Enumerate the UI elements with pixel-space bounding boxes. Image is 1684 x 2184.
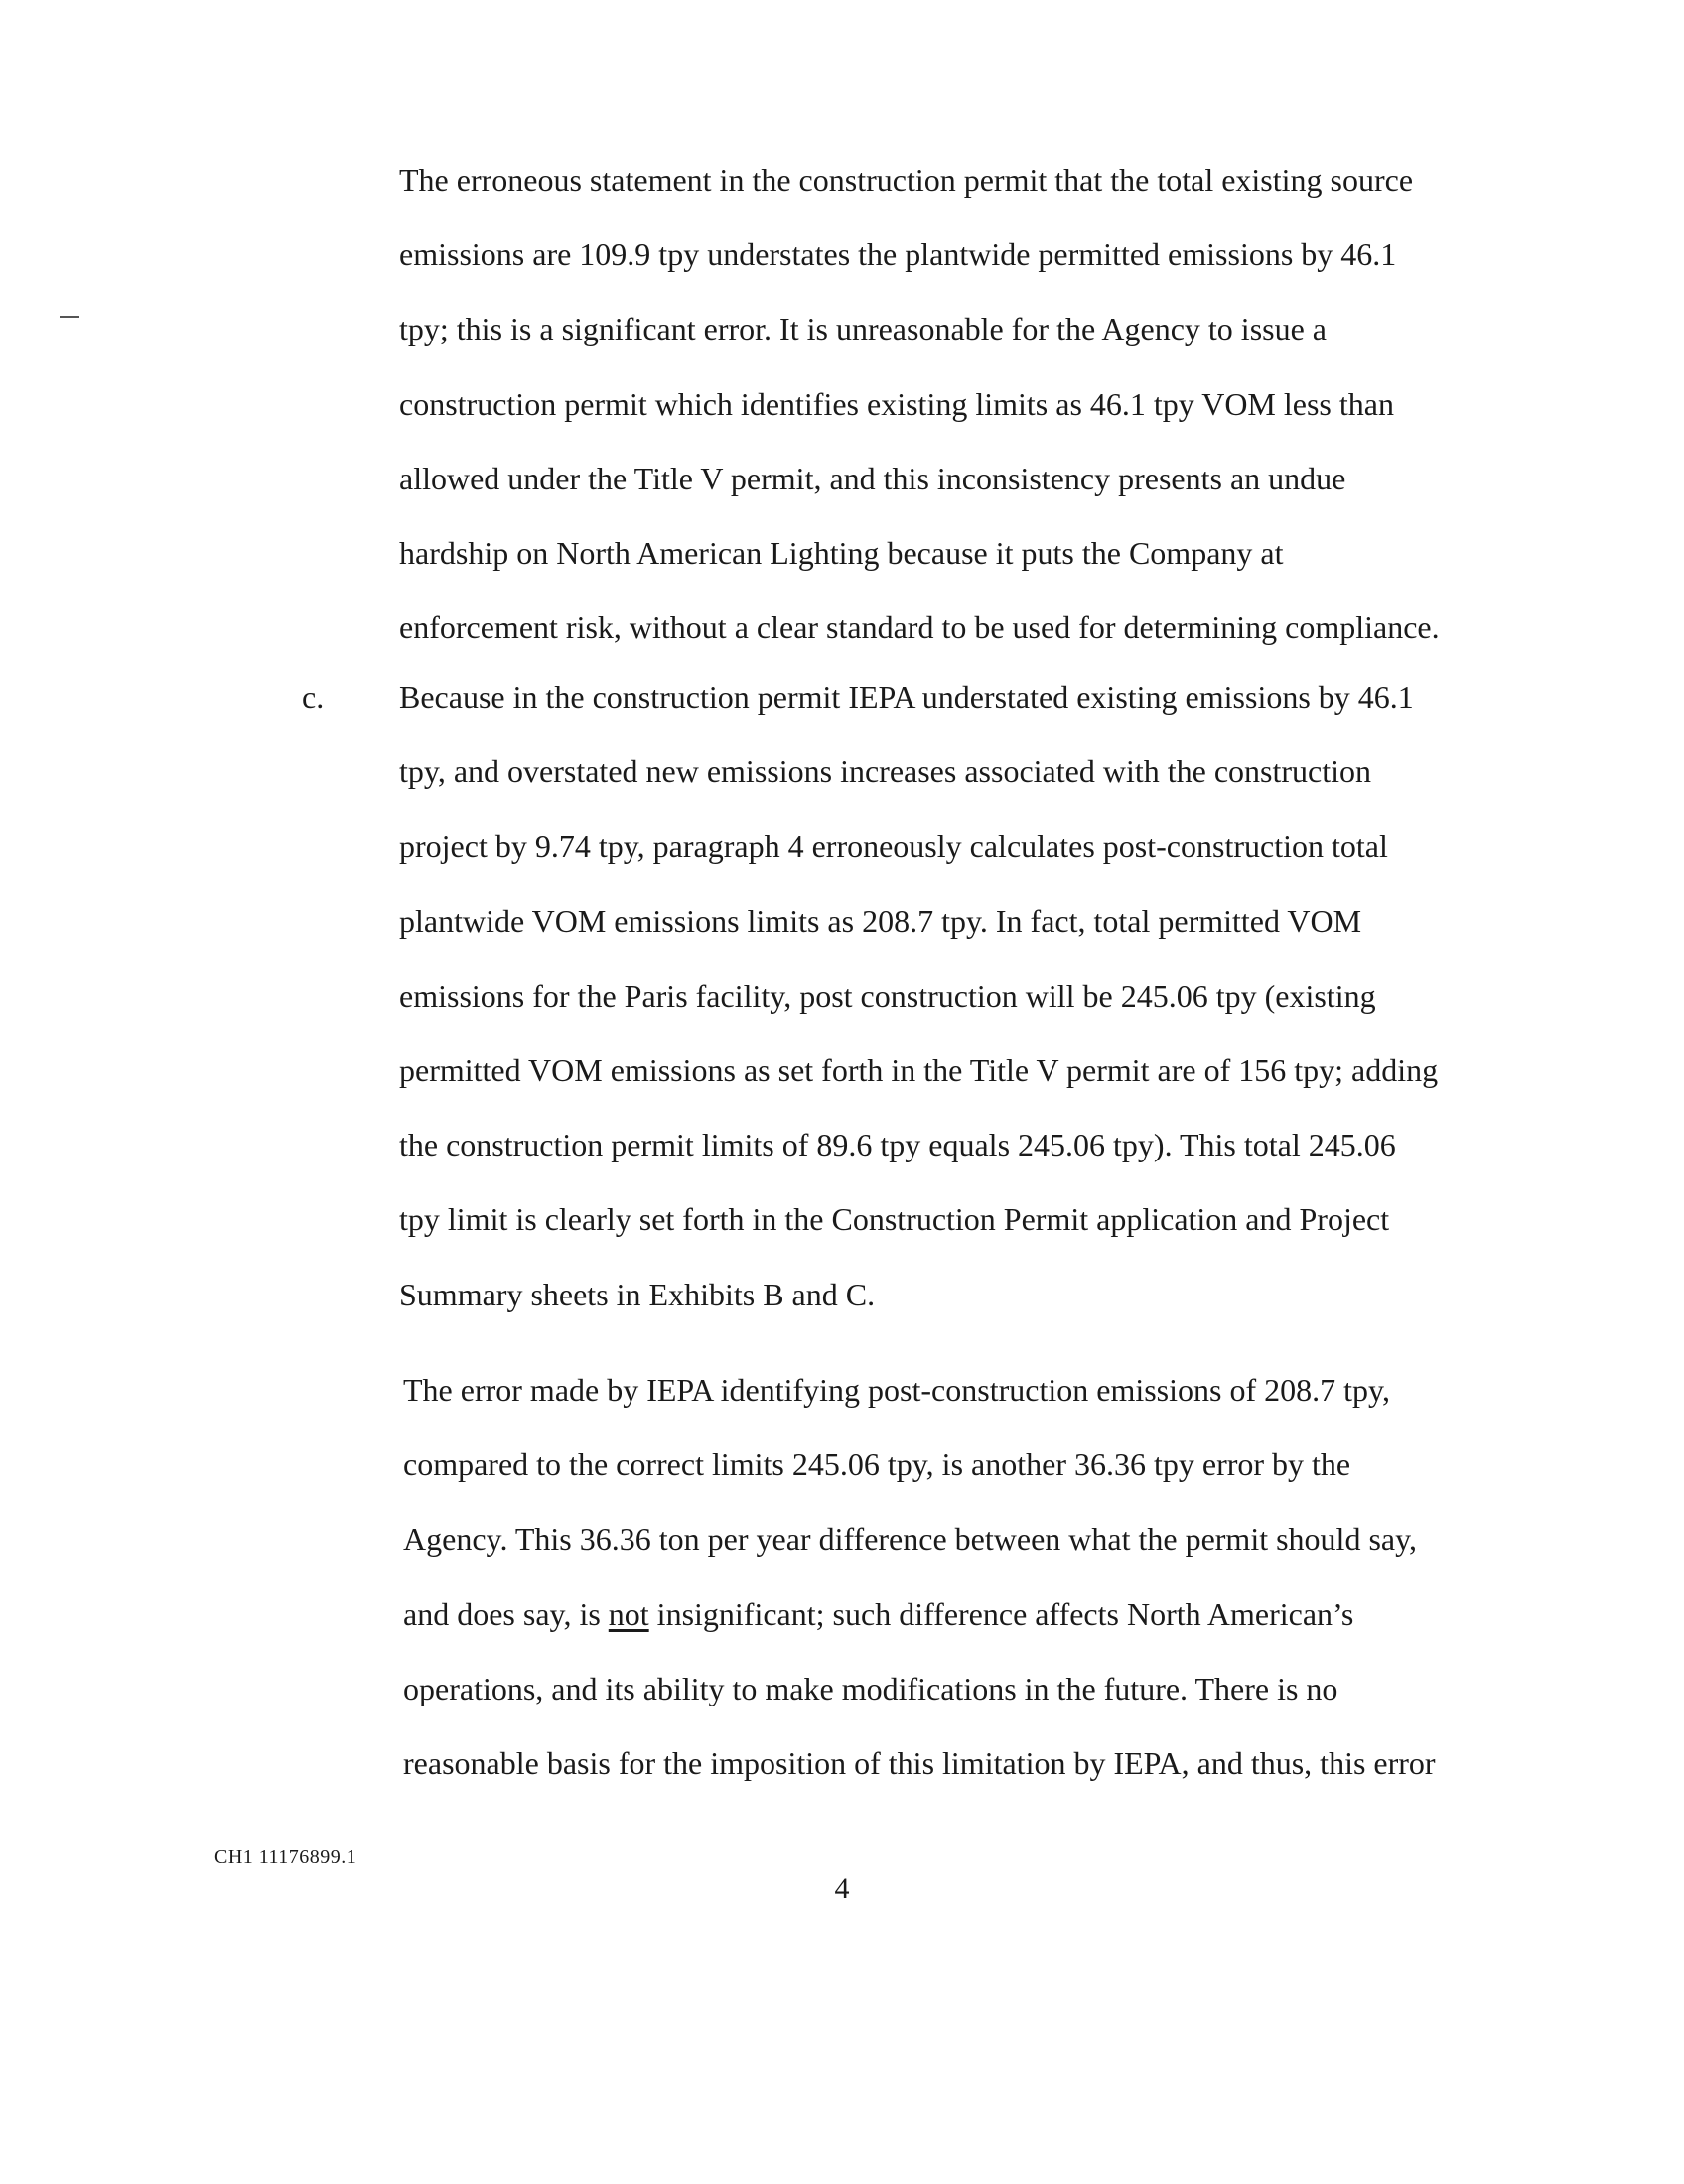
text-line: emissions for the Paris facility, post construction will be 245.06 tpy (existing (399, 977, 1376, 1014)
text-line: Because in the construction permit IEPA understated existing emissions by 46.1 (399, 679, 1414, 715)
text-line: permitted VOM emissions as set forth in the Title V permit are of 156 tpy; adding (399, 1051, 1439, 1088)
text-line: hardship on North American Lighting because it puts the Company at (399, 534, 1284, 571)
paragraph-existing-emissions (399, 143, 1440, 665)
text-line: reasonable basis for the imposition of this limitation by IEPA, and thus, this error (403, 1744, 1436, 1781)
text-line: plantwide VOM emissions limits as 208.7 tpy. In fact, total permitted VOM (399, 902, 1362, 939)
paragraph-post-construction-error (403, 1353, 1436, 1801)
text-line: Agency. This 36.36 ton per year difference between what the permit should say, (403, 1521, 1418, 1558)
text-line: operations, and its ability to make modifications in the future. There is no (403, 1670, 1338, 1706)
underlined-emphasis: not (608, 1595, 649, 1632)
paragraph-item-c (399, 660, 1438, 1332)
text-line: tpy; this is a significant error. It is unreasonable for the Agency to issue a (399, 311, 1327, 347)
text-line: compared to the correct limits 245.06 tpy, is another 36.36 tpy error by the (403, 1446, 1351, 1483)
text-line: construction permit which identifies existing limits as 46.1 tpy VOM less than (399, 385, 1394, 422)
text-line: emissions are 109.9 tpy understates the plantwide permitted emissions by 46.1 (399, 236, 1397, 273)
margin-mark (60, 316, 79, 318)
text-fragment: insignificant; such difference affects North American’s (648, 1595, 1354, 1632)
text-line: enforcement risk, without a clear standard to be used for determining compliance. (399, 610, 1440, 646)
text-fragment: and does say, is (403, 1595, 609, 1632)
list-marker-c: c. (302, 679, 325, 715)
text-line: The erroneous statement in the construction permit that the total existing source (399, 162, 1414, 198)
text-line: The error made by IEPA identifying post-construction emissions of 208.7 tpy, (403, 1372, 1390, 1408)
text-line: Summary sheets in Exhibits B and C. (399, 1276, 876, 1312)
page-number: 4 (834, 1872, 850, 1905)
text-line: allowed under the Title V permit, and this inconsistency presents an undue (399, 460, 1346, 496)
document-id: CH1 11176899.1 (214, 1846, 357, 1868)
text-line: tpy limit is clearly set forth in the Construction Permit application and Project (399, 1201, 1390, 1238)
text-line: tpy, and overstated new emissions increases associated with the construction (399, 753, 1371, 790)
text-line (403, 1577, 1436, 1652)
text-line: project by 9.74 tpy, paragraph 4 erroneously calculates post-construction total (399, 828, 1388, 865)
text-line: the construction permit limits of 89.6 tpy equals 245.06 tpy). This total 245.06 (399, 1127, 1396, 1163)
